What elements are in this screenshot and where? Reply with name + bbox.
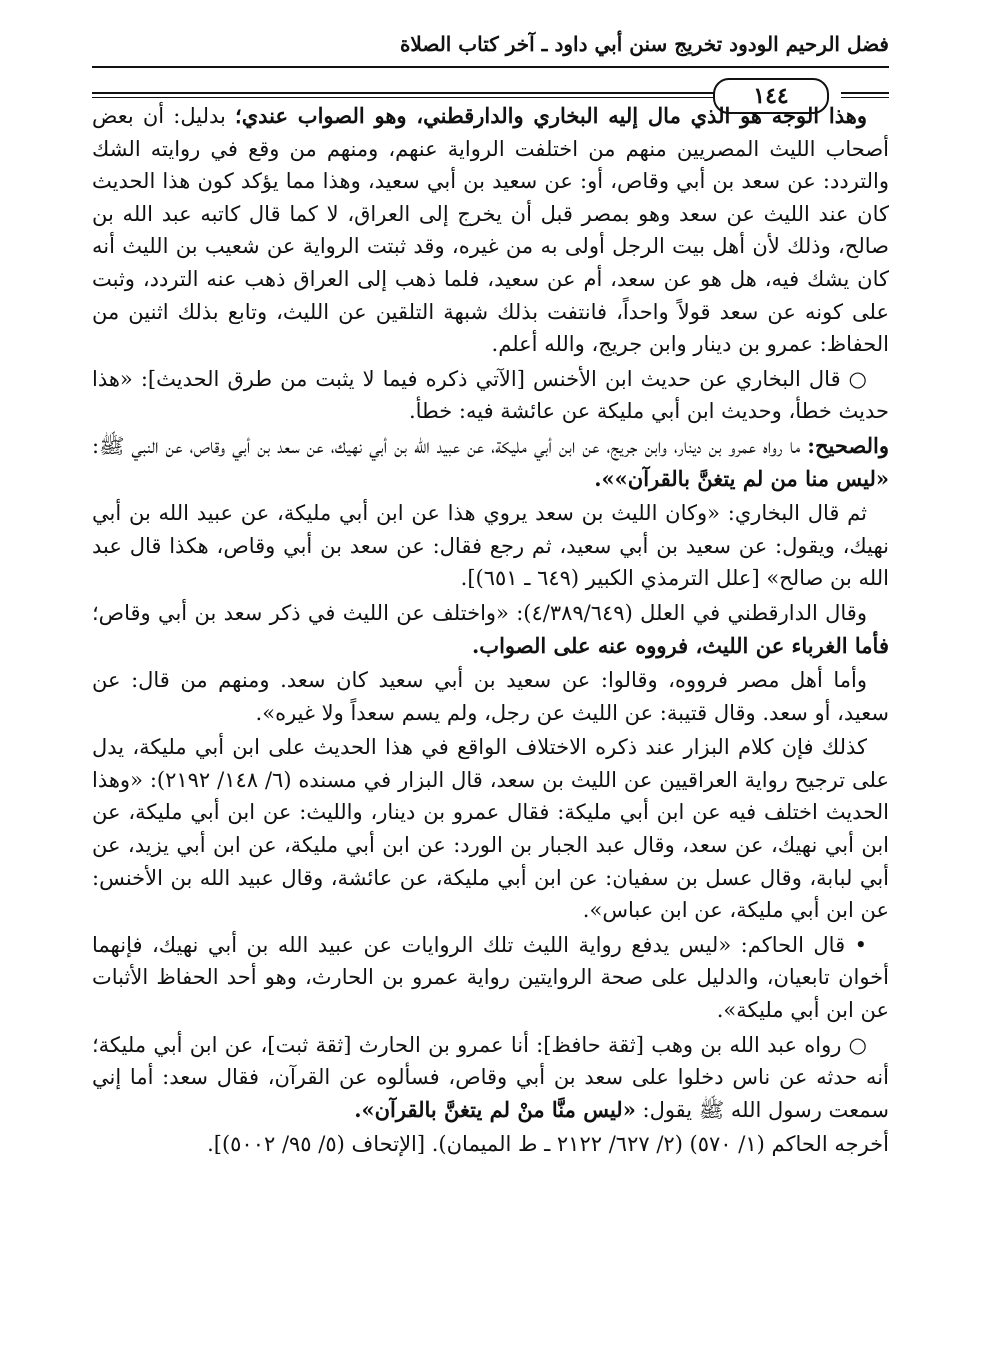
paragraph	[92, 731, 889, 927]
page-number: ١٤٤	[753, 83, 789, 109]
paragraph	[92, 929, 889, 1027]
paragraph-text: ثم قال البخاري: «وكان الليث بن سعد يروي هذا عن ابن أبي مليكة، عن عبيد الله بن أبي نهيك، ويقول: عن سعيد بن أبي سعيد، ثم رجع فقال: عن سعد بن أبي وقاص، هكذا قال عبد الله بن صالح» [علل الترمذي الكبير (٦٤٩ ـ ٦٥١)].	[92, 501, 889, 591]
paragraph-lead: والصحيح:	[807, 432, 889, 458]
paragraph	[92, 1029, 889, 1127]
header-double-rule-left	[92, 92, 792, 98]
emphasis-text: فأما الغرباء عن الليث، فرووه عنه على الصواب.	[472, 632, 889, 658]
paragraph	[92, 363, 889, 428]
paragraph-text: ما رواه عمرو بن دينار، وابن جريج، عن ابن أبي مليكة، عن عبيد الله بن أبي نهيك، عن سعد بن أبي وقاص، عن النبي ﷺ:	[92, 433, 808, 458]
paragraph	[92, 497, 889, 595]
paragraph-text: وقال الدارقطني في العلل (٤/٣٨٩/٦٤٩): «واختلف عن الليث في ذكر سعد بن أبي وقاص؛	[92, 600, 867, 625]
paragraph-text: كذلك فإن كلام البزار عند ذكره الاختلاف الواقع في هذا الحديث على ابن أبي مليكة، يدل على ترجيح رواية العراقيين عن الليث بن سعد، قال البزار في مسنده (٦/ ١٤٨/ ٢١٩٢): «وهذا الحديث اختلف فيه عن ابن أبي مليكة: فقال عمرو بن دينار، والليث: عن ابن أبي مليكة، عن ابن أبي نهيك، عن سعد، وقال عبد الجبار بن الورد: عن ابن أبي مليكة، عن ابن أبي يزيد، عن أبي لبابة، وقال عسل بن سفيان: عن ابن أبي مليكة، عن عائشة، وقال عبيد الله بن الأخنس: عن ابن أبي مليكة، عن ابن عباس».	[92, 735, 889, 923]
page-header	[92, 28, 889, 109]
paragraph	[92, 430, 889, 495]
paragraph-text: • قال الحاكم: «ليس يدفع رواية الليث تلك الروايات عن عبيد الله بن أبي نهيك، فإنهما أخوان تابعيان، والدليل على صحة الروايتين رواية عمرو بن الحارث، وهو أحد الحفاظ الأثبات عن ابن أبي مليكة».	[92, 932, 889, 1023]
paragraph-text: وأما أهل مصر فرووه، وقالوا: عن سعيد بن أبي سعيد كان سعد. ومنهم من قال: عن سعيد، أو سعد. وقال قتيبة: عن الليث عن رجل، ولم يسم سعداً ولا غيره».	[92, 668, 889, 725]
paragraph-text: أخرجه الحاكم (١/ ٥٧٠) (٢/ ٦٢٧/ ٢١٢٢ ـ ط الميمان). [الإتحاف (٥/ ٩٥/ ٥٠٠٢)].	[207, 1132, 889, 1157]
paragraph	[92, 597, 889, 662]
paragraph-text: بدليل: أن بعض أصحاب الليث المصريين منهم من اختلفت الرواية عنهم، ومنهم من وقع في روايته الشك والتردد: عن سعد بن أبي وقاص، أو: عن سعيد بن أبي سعيد، وهذا مما يؤكد كون هذا الحديث كان عند الليث عن سعد وهو بمصر قبل أن يخرج إلى العراق، لا كما قال كاتبه عبد الله بن صالح، وذلك لأن أهل بيت الرجل أولى به من غيره، وقد ثبتت الرواية عن شعيب بن الليث أنه كان يشك فيه، هل هو عن سعد، أم عن سعيد، فلما ذهب إلى العراق ذهب عنه التردد، وثبت على كونه عن سعد قولاً واحداً، فانتفت بذلك شبهة التلقين عن الليث، وتابع بذلك اثنين من الحفاظ: عمرو بن دينار وابن جريج، والله أعلم.	[92, 104, 889, 357]
paragraph-lead: وهذا الوجه هو الذي مال إليه البخاري والدارقطني، وهو الصواب عندي؛	[235, 103, 867, 128]
paragraph-text: ○ رواه عبد الله بن وهب [ثقة حافظ]: أنا عمرو بن الحارث [ثقة ثبت]، عن ابن أبي مليكة؛ أنه حدثه عن ناس دخلوا على سعد بن أبي وقاص، فسألوه عن القرآن، فقال سعد: أما إني سمعت رسول الله ﷺ يقول:	[92, 1032, 889, 1122]
page-body	[92, 100, 889, 1163]
citation-paragraph	[92, 1128, 889, 1161]
hadith-quote: «ليس منَّا منْ لم يتغنَّ بالقرآن».	[354, 1096, 636, 1122]
paragraph	[92, 100, 889, 361]
header-double-rule-right	[841, 92, 889, 98]
header-rule	[92, 66, 889, 68]
hadith-quote: «ليس منا من لم يتغنَّ بالقرآن»».	[594, 465, 889, 491]
running-title: فضل الرحيم الودود تخريج سنن أبي داود ـ آخر كتاب الصلاة	[399, 32, 889, 56]
paragraph-text: ○ قال البخاري عن حديث ابن الأخنس [الآتي ذكره فيما لا يثبت من طرق الحديث]: «هذا حديث خطأ، وحديث ابن أبي مليكة عن عائشة فيه: خطأ.	[92, 366, 889, 424]
paragraph	[92, 664, 889, 729]
